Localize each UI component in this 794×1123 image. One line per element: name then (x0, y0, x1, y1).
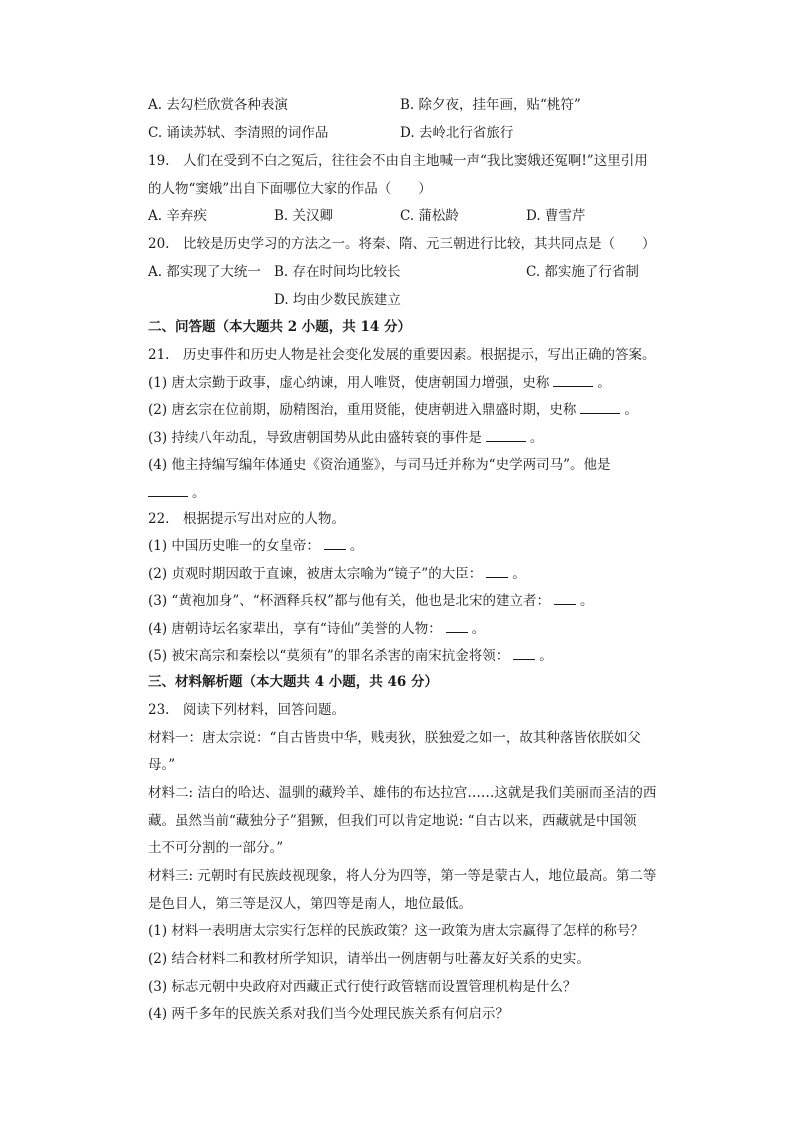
q20-option-a: A. 都实现了大统一 (148, 264, 261, 280)
q20-option-d: D. 均由少数民族建立 (274, 292, 401, 308)
q22-sub3 (148, 592, 594, 610)
q18-option-d: D. 去岭北行省旅行 (400, 125, 514, 141)
q23-material3-line2: 是色目人，第三等是汉人，第四等是南人，地位最低。 (148, 896, 472, 912)
q20-option-c: C. 都实施了行省制 (526, 264, 639, 280)
answer-blank[interactable] (486, 429, 526, 442)
q23-material2-line2: 藏。虽然当前“藏独分子”猖獗，但我们可以肯定地说: “自古以来，西藏就是中国领 (148, 813, 637, 829)
q23-material2-line3: 土不可分割的一部分。” (148, 840, 284, 856)
answer-blank[interactable] (580, 401, 620, 414)
q21-intro: 21. 历史事件和历史人物是社会变化发展的重要因素。根据提示，写出正确的答案。 (148, 347, 656, 363)
q22-sub2 (148, 565, 526, 583)
q21-sub2 (148, 401, 638, 419)
period: 。 (192, 485, 206, 501)
q22-sub5-text: (5) 被宋高宗和秦桧以“莫须有”的罪名杀害的南宋抗金将领： (148, 648, 510, 664)
q21-sub1 (148, 374, 611, 392)
period: 。 (624, 402, 638, 418)
q23-material1-line1: 材料一：唐太宗说：“自古皆贵中华，贱夷狄，朕独爱之如一，故其种落皆依朕如父 (148, 730, 641, 746)
q22-sub1 (148, 537, 363, 555)
q21-sub3 (148, 429, 543, 447)
q19-option-c: C. 蒲松龄 (400, 208, 459, 224)
q21-sub3-text: (3) 持续八年动乱，导致唐朝国势从此由盛转衰的事件是 (148, 430, 482, 446)
period: 。 (580, 593, 594, 609)
q21-sub1-text: (1) 唐太宗勤于政事，虚心纳谏，用人唯贤，使唐朝国力增强，史称 (148, 375, 550, 391)
q22-sub3-text: (3) “黄袍加身”、“杯酒释兵权”都与他有关，他也是北宋的建立者： (148, 593, 551, 609)
q21-sub2-text: (2) 唐玄宗在位前期，励精图治，重用贤能，使唐朝进入鼎盛时期，史称 (148, 402, 577, 418)
q23-material3-line1: 材料三: 元朝时有民族歧视现象，将人分为四等，第一等是蒙古人，地位最高。第二等 (148, 868, 657, 884)
q23-question2: (2) 结合材料二和教材所学知识，请举出一例唐朝与吐蕃友好关系的史实。 (148, 951, 590, 967)
q19-stem-line2: 的人物“窦娥”出自下面哪位大家的作品（ ） (148, 181, 432, 197)
q22-sub2-text: (2) 贞观时期因敢于直谏，被唐太宗喻为“镜子”的大臣： (148, 566, 483, 582)
q22-intro: 22. 根据提示写出对应的人物。 (148, 511, 345, 527)
q21-sub4-answer (148, 484, 206, 502)
q19-option-d: D. 曹雪芹 (526, 208, 586, 224)
answer-blank[interactable] (324, 537, 346, 550)
q18-option-a: A. 去勾栏欣赏各种表演 (148, 97, 288, 113)
q23-question1: (1) 材料一表明唐太宗实行怎样的民族政策？这一政策为唐太宗赢得了怎样的称号？ (148, 923, 644, 939)
q18-option-c: C. 诵读苏轼、李清照的词作品 (148, 125, 329, 141)
answer-blank[interactable] (553, 374, 593, 387)
q20-option-b: B. 存在时间均比较长 (274, 264, 401, 280)
period: 。 (471, 621, 486, 637)
period: 。 (539, 648, 553, 664)
period: 。 (512, 566, 526, 582)
q19-option-a: A. 辛弃疾 (148, 208, 207, 224)
q18-option-b: B. 除夕夜，挂年画，贴“桃符” (400, 97, 581, 113)
q21-sub4: (4) 他主持编写编年体通史《资治通鉴》，与司马迁并称为“史学两司马”。他是 (148, 457, 611, 473)
q22-sub4 (148, 620, 485, 638)
section-heading-material: 三、材料解析题（本大题共 4 小题，共 46 分） (148, 674, 438, 690)
q19-option-b: B. 关汉卿 (274, 208, 334, 224)
section-heading-qa: 二、问答题（本大题共 2 小题，共 14 分） (148, 319, 411, 335)
answer-blank[interactable] (513, 647, 535, 660)
q23-material2-line1: 材料二: 洁白的哈达、温驯的藏羚羊、雄伟的布达拉宫……这就是我们美丽而圣洁的西 (148, 785, 657, 801)
q23-question4: (4) 两千多年的民族关系对我们当今处理民族关系有何启示？ (148, 1006, 509, 1022)
period: 。 (349, 538, 364, 554)
answer-blank[interactable] (554, 592, 576, 605)
q22-sub5 (148, 647, 553, 665)
q20-stem: 20. 比较是历史学习的方法之一。将秦、隋、元三朝进行比较，其共同点是（ ） (148, 236, 656, 252)
answer-blank[interactable] (446, 620, 468, 633)
q23-material1-line2: 母。” (148, 757, 176, 773)
period: 。 (597, 375, 611, 391)
q22-sub4-text: (4) 唐朝诗坛名家辈出，享有“诗仙”美誉的人物： (148, 621, 442, 637)
q23-intro: 23. 阅读下列材料，回答问题。 (148, 702, 345, 718)
period: 。 (529, 430, 544, 446)
q22-sub1-text: (1) 中国历史唯一的女皇帝： (148, 538, 320, 554)
q19-stem-line1: 19. 人们在受到不白之冤后，往往会不由自主地喊一声“我比窦娥还冤啊!”这里引用 (148, 153, 648, 169)
answer-blank[interactable] (148, 484, 188, 497)
answer-blank[interactable] (486, 565, 508, 578)
q23-question3: (3) 标志元朝中央政府对西藏正式行使行政管辖而设置管理机构是什么？ (148, 979, 577, 995)
